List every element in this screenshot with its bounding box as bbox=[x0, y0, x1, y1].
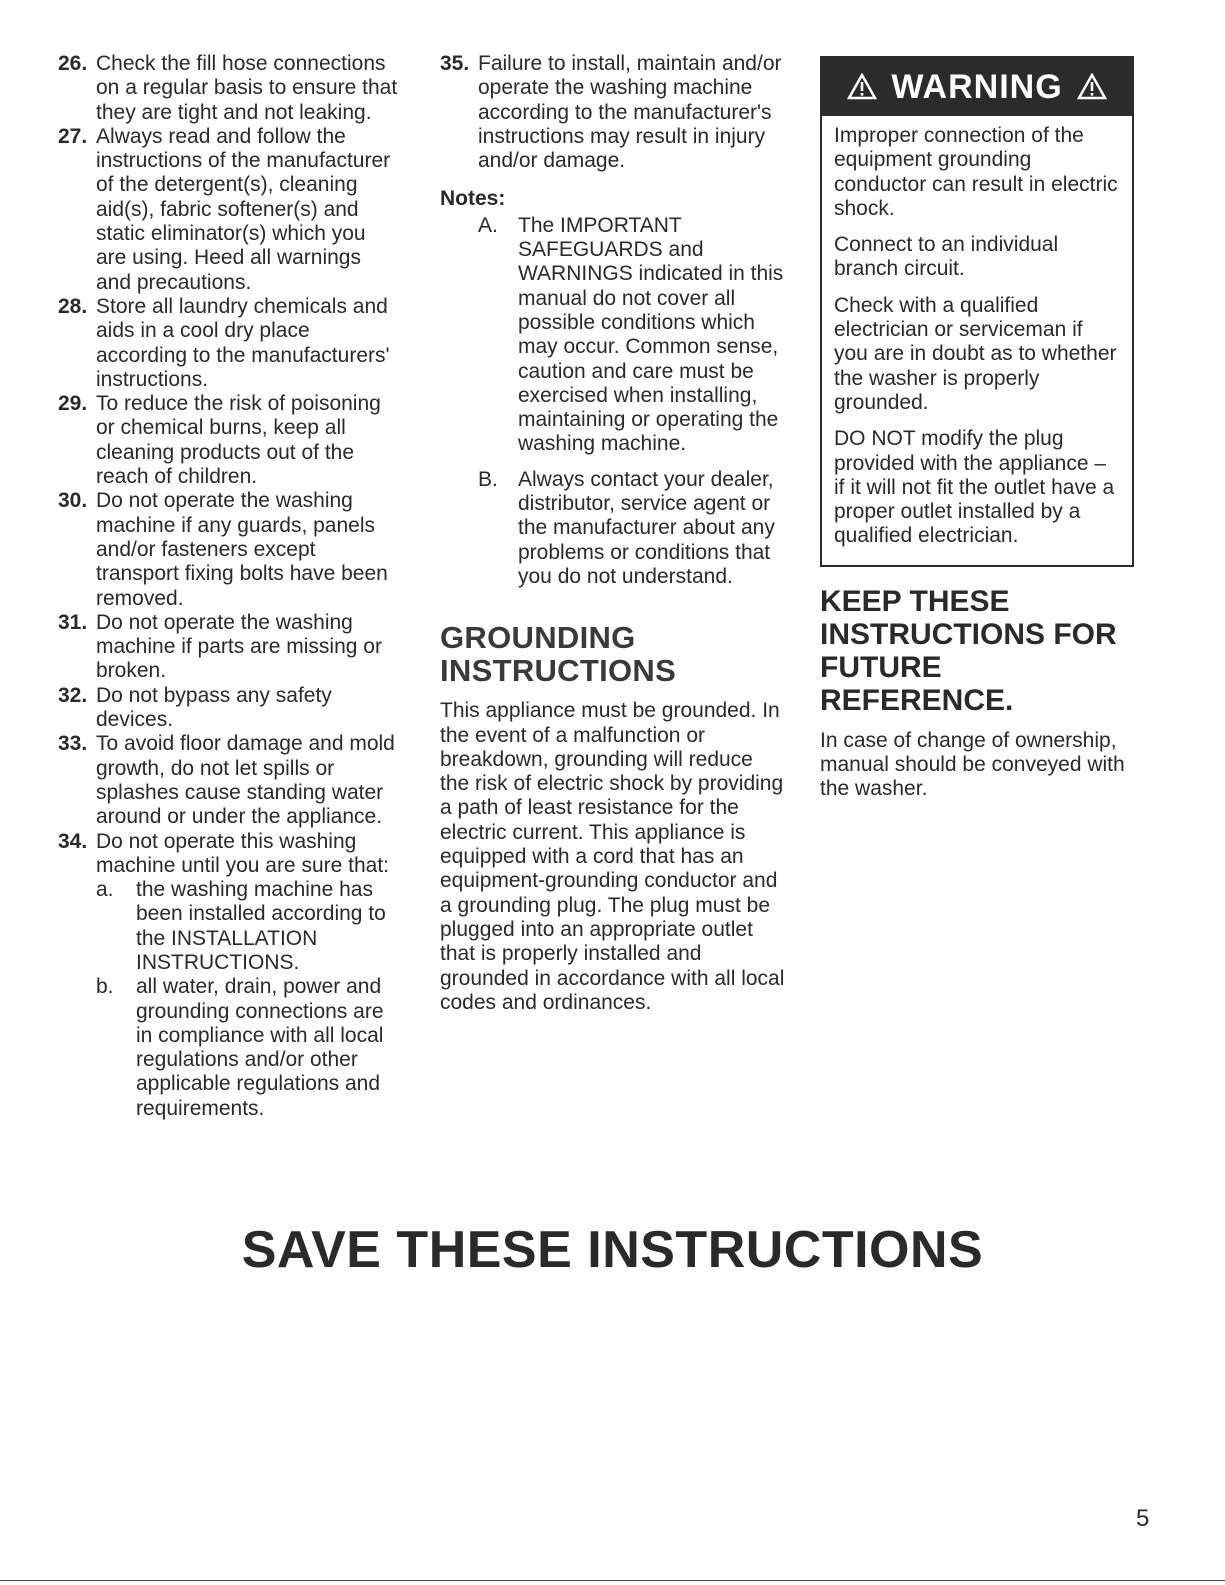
item-number: 26. bbox=[58, 52, 88, 75]
warning-box bbox=[820, 56, 1134, 567]
note-letter: B. bbox=[478, 467, 498, 491]
item-text: Do not bypass any safety devices. bbox=[96, 683, 332, 732]
note-item bbox=[478, 468, 785, 589]
column-left bbox=[58, 52, 398, 1121]
item-number: 32. bbox=[58, 683, 88, 707]
sub-item-letter: b. bbox=[96, 975, 114, 999]
list-item bbox=[58, 611, 398, 684]
notes-list bbox=[440, 214, 785, 589]
sub-item-text: all water, drain, power and grounding connections are in compliance with all local regulations and/or other applicable regulations and requirements. bbox=[136, 975, 384, 1120]
item-number: 33. bbox=[58, 732, 88, 756]
item-number: 34. bbox=[58, 829, 88, 853]
item-number: 31. bbox=[58, 610, 88, 634]
column-middle bbox=[440, 52, 785, 1015]
note-text: The IMPORTANT SAFEGUARDS and WARNINGS indicated in this manual do not cover all possible conditions which may occur. Common sense, caution and care must be exercised when installing, maintaining or operating the washing machine. bbox=[518, 213, 784, 456]
list-item bbox=[58, 295, 398, 392]
warning-paragraph: Improper connection of the equipment grounding conductor can result in electric shock. bbox=[834, 124, 1118, 220]
warning-paragraph: Check with a qualified electrician or serviceman if you are in doubt as to whether the washer is properly grounded. bbox=[834, 293, 1117, 414]
keep-heading-line-2: INSTRUCTIONS FOR bbox=[820, 617, 1117, 651]
grounding-heading bbox=[440, 621, 785, 687]
warning-paragraph: Connect to an individual branch circuit. bbox=[834, 233, 1059, 281]
warning-paragraph: DO NOT modify the plug provided with the appliance – if it will not fit the outlet have a proper outlet installed by a qualified electrician. bbox=[834, 427, 1115, 548]
save-instructions-banner: SAVE THESE INSTRUCTIONS bbox=[241, 1221, 984, 1279]
item-text: Do not operate this washing machine until you are sure that: bbox=[96, 829, 389, 877]
grounding-heading-line-1: GROUNDING bbox=[440, 620, 636, 656]
list-item bbox=[58, 732, 398, 829]
safety-list-26-34 bbox=[58, 52, 398, 1121]
item-number: 27. bbox=[58, 124, 88, 148]
warning-triangle-icon bbox=[1077, 58, 1107, 120]
item-number: 28. bbox=[58, 294, 88, 318]
item-text: Do not operate the washing machine if parts are missing or broken. bbox=[96, 610, 382, 683]
list-item bbox=[58, 52, 398, 125]
item-number: 29. bbox=[58, 392, 88, 416]
list-item bbox=[58, 830, 398, 1122]
bottom-rule bbox=[0, 1580, 1225, 1581]
item-text: Failure to install, maintain and/or operate the washing machine according to the manufacturer's instructions may result in injury and/or damage. bbox=[478, 52, 782, 173]
item-text: Do not operate the washing machine if any guards, panels and/or fasteners except transport fixing bolts have been removed. bbox=[96, 489, 388, 610]
column-right bbox=[820, 52, 1135, 802]
item-text: Store all laundry chemicals and aids in a cool dry place according to the manufacturers' instructions. bbox=[96, 294, 390, 391]
page-number: 5 bbox=[1136, 1505, 1150, 1532]
keep-heading-line-3: FUTURE REFERENCE. bbox=[820, 650, 1014, 717]
notes-title: Notes: bbox=[440, 187, 506, 211]
note-text: Always contact your dealer, distributor, service agent or the manufacturer about any problems or conditions that you do not understand. bbox=[518, 467, 775, 588]
item-number: 30. bbox=[58, 489, 88, 513]
sub-list-34 bbox=[96, 878, 398, 1121]
note-item bbox=[478, 214, 785, 457]
keep-heading-line-1: KEEP THESE bbox=[820, 584, 1010, 618]
list-item bbox=[58, 125, 398, 295]
warning-header bbox=[820, 56, 1134, 116]
sub-list-item bbox=[96, 975, 398, 1121]
sub-item-text: the washing machine has been installed according to the INSTALLATION INSTRUCTIONS. bbox=[136, 878, 386, 974]
keep-instructions-text: In case of change of ownership, manual should be conveyed with the washer. bbox=[820, 728, 1125, 801]
grounding-heading-line-2: INSTRUCTIONS bbox=[440, 653, 677, 689]
item-text: To reduce the risk of poisoning or chemical burns, keep all cleaning products out of the reach of children. bbox=[96, 392, 381, 489]
sub-list-item bbox=[96, 878, 398, 975]
warning-triangle-icon bbox=[847, 58, 877, 120]
warning-label: WARNING bbox=[891, 68, 1063, 106]
sub-item-letter: a. bbox=[96, 878, 114, 902]
grounding-text: This appliance must be grounded. In the event of a malfunction or breakdown, grounding will reduce the risk of electric shock by providing a path of least resistance for the electric current. This appliance is equipped with a cord that has an equipment-grounding conductor and a grounding plug. The plug must be plugged into an appropriate outlet that is properly installed and grounded in accordance with all local codes and ordinances. bbox=[440, 699, 785, 1014]
list-item bbox=[58, 489, 398, 610]
list-item bbox=[440, 52, 785, 173]
list-item bbox=[58, 392, 398, 489]
list-item bbox=[58, 684, 398, 733]
note-letter: A. bbox=[478, 213, 498, 237]
warning-body bbox=[822, 116, 1132, 565]
item-text: Always read and follow the instructions of the manufacturer of the detergent(s), cleaning aid(s), fabric softener(s) and static eliminator(s) which you are using. Heed all warnings and precautions. bbox=[96, 124, 391, 294]
safety-list-35 bbox=[440, 52, 785, 173]
item-number: 35. bbox=[440, 52, 470, 75]
keep-instructions-heading bbox=[820, 585, 1135, 717]
item-text: To avoid floor damage and mold growth, do not let spills or splashes cause standing water around or under the appliance. bbox=[96, 732, 395, 829]
item-text: Check the fill hose connections on a regular basis to ensure that they are tight and not leaking. bbox=[96, 52, 398, 124]
